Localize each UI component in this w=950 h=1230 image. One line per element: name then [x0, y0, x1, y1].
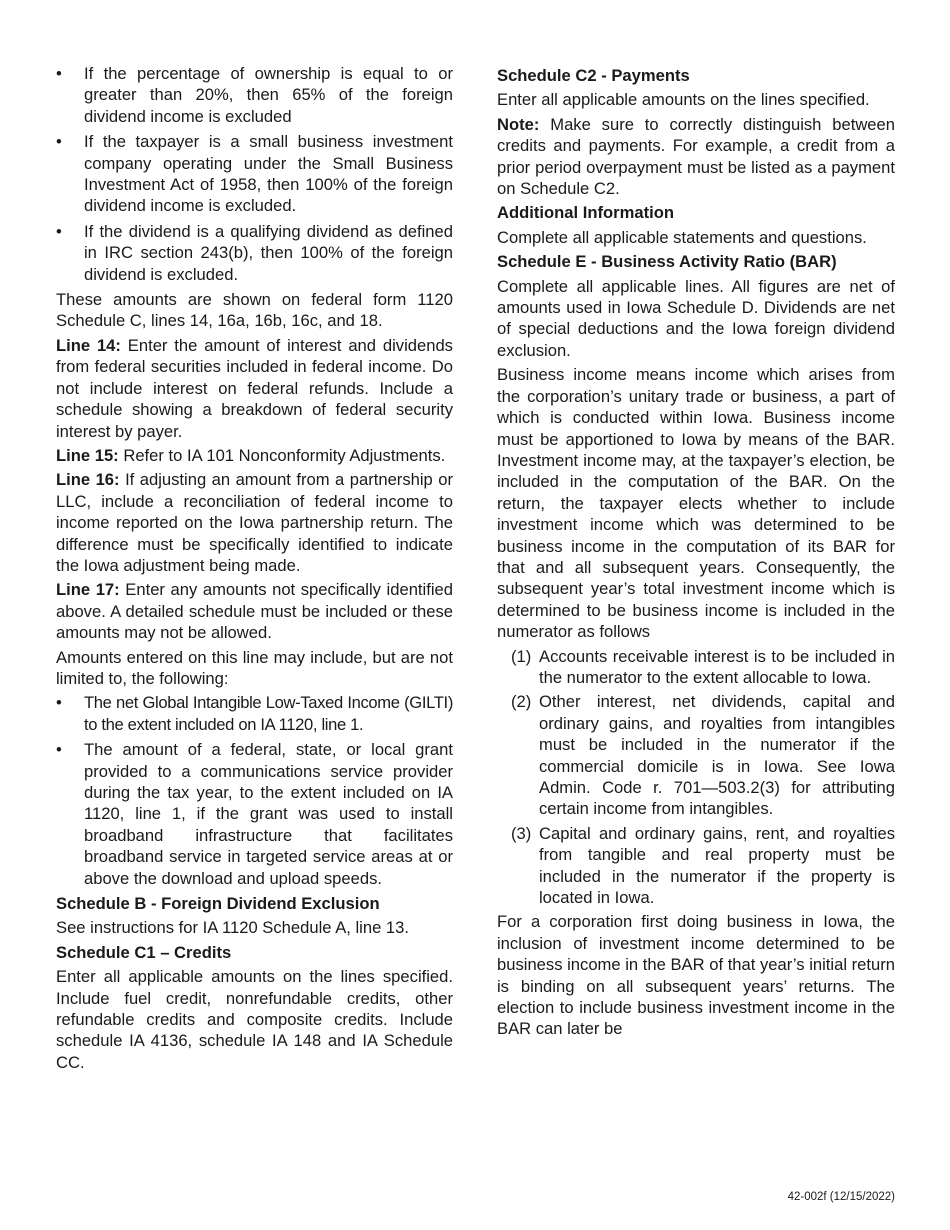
schedule-c2-heading: Schedule C2 - Payments	[497, 66, 690, 85]
schedule-c2-text: Enter all applicable amounts on the lines specified.	[497, 90, 870, 110]
additional-info-heading: Additional Information	[497, 203, 674, 223]
note-label: Note:	[497, 114, 540, 134]
line-16-label: Line 16:	[56, 470, 120, 490]
form-id-footer: 42-002f (12/15/2022)	[787, 1191, 895, 1203]
line-15-text: Refer to IA 101 Nonconformity Adjustments.	[123, 445, 446, 465]
bullet-icon: •	[56, 132, 62, 152]
line-17-paragraph	[56, 579, 453, 643]
bullet-icon: •	[56, 693, 62, 713]
line-15-label: Line 15:	[56, 445, 119, 465]
note-text: Make sure to correctly distinguish between credits and payments. For example, a credit from a prior period overpayment must be listed as a payment on Schedule C2.	[497, 114, 895, 199]
bullet-icon: •	[56, 221, 62, 241]
line-14-text: Enter the amount of interest and dividends from federal securities included in federal income. Do not include interest on federal refunds. Include a schedule showing a breakdown of federal security interest by payer.	[56, 335, 453, 441]
line-16-text: If adjusting an amount from a partnership or LLC, include a reconciliation of federal income to income reported on the Iowa partnership return. The difference must be specifically identified to indicate the Iowa adjustment being made.	[56, 470, 453, 575]
note-paragraph	[497, 114, 895, 200]
schedule-e-paragraph-1: Complete all applicable lines. All figures are net of amounts used in Iowa Schedule D. Dividends are net of special deductions and the Iowa foreign dividend exclusion.	[497, 276, 895, 360]
item-number: (2)	[511, 692, 532, 712]
foreign-dividend-bullets	[56, 63, 453, 285]
bullet-icon: •	[56, 740, 62, 760]
line-14-paragraph	[56, 335, 453, 442]
list-item: (1) Accounts receivable interest is to be included in the numerator to the extent allocable to Iowa.	[511, 646, 895, 687]
schedule-c1-heading: Schedule C1 – Credits	[56, 942, 232, 962]
item-number: (1)	[511, 646, 532, 666]
numerator-list	[497, 646, 895, 909]
left-column	[56, 63, 453, 1076]
list-item: • If the percentage of ownership is equal to or greater than 20%, then 65% of the foreign dividend income is excluded	[56, 64, 453, 126]
line-17-label: Line 17:	[56, 580, 120, 600]
line-16-paragraph	[56, 469, 453, 576]
list-item: (3) Capital and ordinary gains, rent, and royalties from tangible and real property must be included in the numerator if the property is located in Iowa.	[511, 823, 895, 908]
line-15-paragraph	[56, 445, 453, 466]
list-item: • If the taxpayer is a small business investment company operating under the Small Business Investment Act of 1958, then 100% of the foreign dividend income is excluded.	[56, 132, 453, 216]
line-17-bullets	[56, 692, 453, 889]
schedule-e-paragraph-3: For a corporation first doing business in Iowa, the inclusion of investment income determined to be business income in the BAR of that year’s initial return is binding on all subsequent years’ returns. The election to include business investment income in the BAR can later be	[497, 912, 895, 1039]
schedule-c1-text: Enter all applicable amounts on the lines specified. Include fuel credit, nonrefundable credits, other refundable credits and composite credits. Include schedule IA 4136, schedule IA 148 and IA Schedule CC.	[56, 967, 453, 1072]
line-17-text: Enter any amounts not specifically identified above. A detailed schedule must be included or these amounts may not be allowed.	[56, 580, 453, 643]
amounts-shown-text: These amounts are shown on federal form 1120 Schedule C, lines 14, 16a, 16b, 16c, and 18.	[56, 290, 453, 331]
bullet-icon: •	[56, 64, 62, 83]
list-item: (2) Other interest, net dividends, capital and ordinary gains, and royalties from intangibles must be included in the numerator if the commercial domicile is in Iowa. See Iowa Admin. Code r. 701—503.2(3) for attributing certain income from intangibles.	[511, 692, 895, 819]
list-item: • The amount of a federal, state, or local grant provided to a communications service provider during the tax year, to the extent included on IA 1120, line 1, if the grant was used to install broadband infrastructure that facilitates broadband service in targeted service areas at or above the download and upload speeds.	[56, 740, 453, 888]
schedule-b-text: See instructions for IA 1120 Schedule A, line 13.	[56, 918, 409, 938]
list-item: • If the dividend is a qualifying dividend as defined in IRC section 243(b), then 100% of the foreign dividend is excluded.	[56, 221, 453, 284]
right-column	[497, 63, 895, 1043]
list-item: • The net Global Intangible Low-Taxed Income (GILTI) to the extent included on IA 1120, line 1.	[56, 693, 453, 734]
schedule-b-heading: Schedule B - Foreign Dividend Exclusion	[56, 894, 380, 914]
additional-info-text: Complete all applicable statements and questions.	[497, 227, 867, 247]
item-number: (3)	[511, 823, 532, 843]
schedule-e-heading: Schedule E - Business Activity Ratio (BAR)	[497, 252, 837, 272]
schedule-e-paragraph-2: Business income means income which arises from the corporation’s unitary trade or business, a part of which is conducted within Iowa. Business income must be apportioned to Iowa by means of the BAR. Investment income may, at the taxpayer’s election, be included in the computation of the BAR. On the return, the taxpayer elects whether to include investment income which was determined to be business income in the computation of its BAR for that and all subsequent years. Consequently, the subsequent year’s total investment income which is determined to be business income is included in the numerator as follows	[497, 365, 895, 642]
line-14-label: Line 14:	[56, 335, 121, 355]
amounts-entered-text: Amounts entered on this line may include, but are not limited to, the following:	[56, 647, 453, 688]
